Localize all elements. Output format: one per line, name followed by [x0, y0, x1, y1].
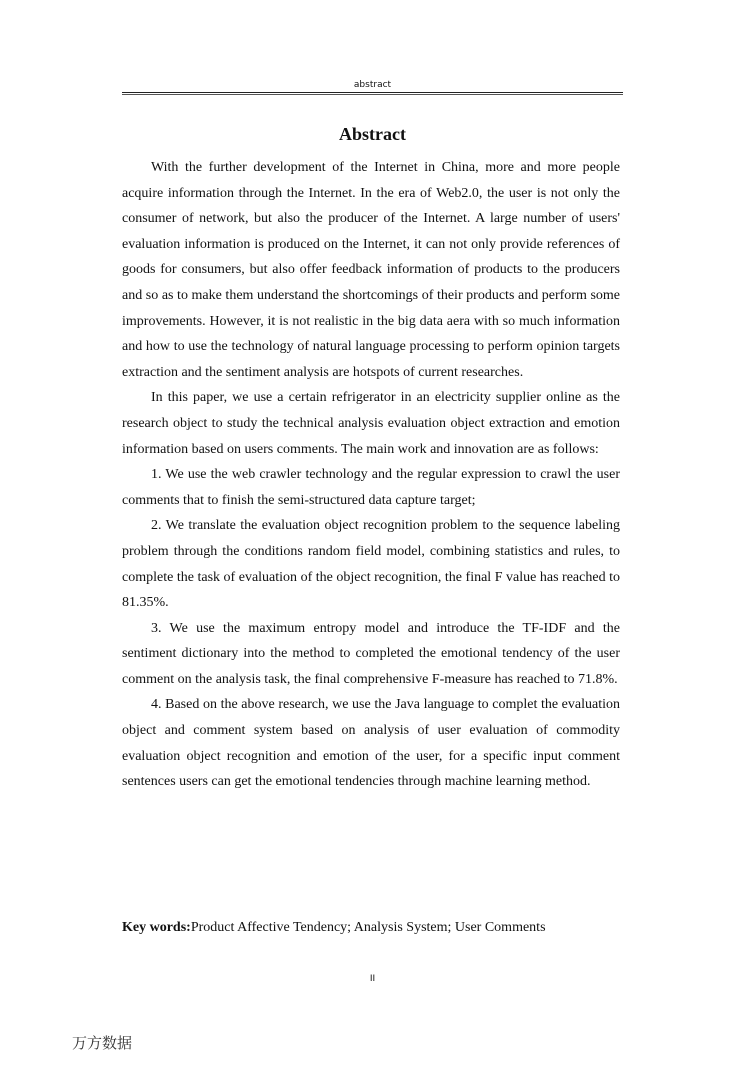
contribution-item-1: 1. We use the web crawler technology and the regular expression to crawl the user comments that to finish the semi-structured data capture target; [122, 467, 620, 508]
running-header: abstract [353, 80, 392, 90]
contribution-item-2: 2. We translate the evaluation object recognition problem to the sequence labeling problem through the conditions random field model, combining statistics and rules, to complete the task of evaluation of the object recognition, the final F value has reached to 81.35%. [122, 518, 620, 611]
keywords-line [122, 920, 620, 936]
page-title: Abstract [339, 124, 406, 144]
keywords-text: Product Affective Tendency; Analysis System; User Comments [190, 920, 546, 935]
keywords-label: Key words: [122, 920, 191, 935]
page-number: II [369, 974, 376, 984]
abstract-body [122, 155, 620, 795]
header-rule [122, 92, 623, 93]
header-rule-secondary [122, 94, 623, 95]
contribution-item-3: 3. We use the maximum entropy model and introduce the TF-IDF and the sentiment dictionary into the method to completed the emotional tendency of the user comment on the analysis task, the final comprehensive F-measure has reached to 71.8%. [122, 620, 620, 687]
abstract-paragraph-1: With the further development of the Internet in China, more and more people acquire information through the Internet. In the era of Web2.0, the user is not only the consumer of network, but also the producer of the Internet. A large number of users' evaluation information is produced on the Internet, it can not only provide references of goods for consumers, but also offer feedback information of products to the producers and so as to make them understand the shortcomings of their products and perform some improvements. However, it is not realistic in the big data aera with so much information and how to use the technology of natural language processing to perform opinion targets extraction and the sentiment analysis are hotspots of current researches. [122, 160, 620, 380]
abstract-paragraph-2: In this paper, we use a certain refrigerator in an electricity supplier online as the research object to study the technical analysis evaluation object extraction and emotion information based on users comments. The main work and innovation are as follows: [122, 390, 620, 457]
watermark-text: 万方数据 [72, 1034, 133, 1052]
contribution-item-4: 4. Based on the above research, we use the Java language to complet the evaluation object and comment system based on analysis of user evaluation of commodity evaluation object recognition and emotion of the user, for a specific input comment sentences users can get the emotional tendencies through machine learning method. [122, 697, 620, 790]
